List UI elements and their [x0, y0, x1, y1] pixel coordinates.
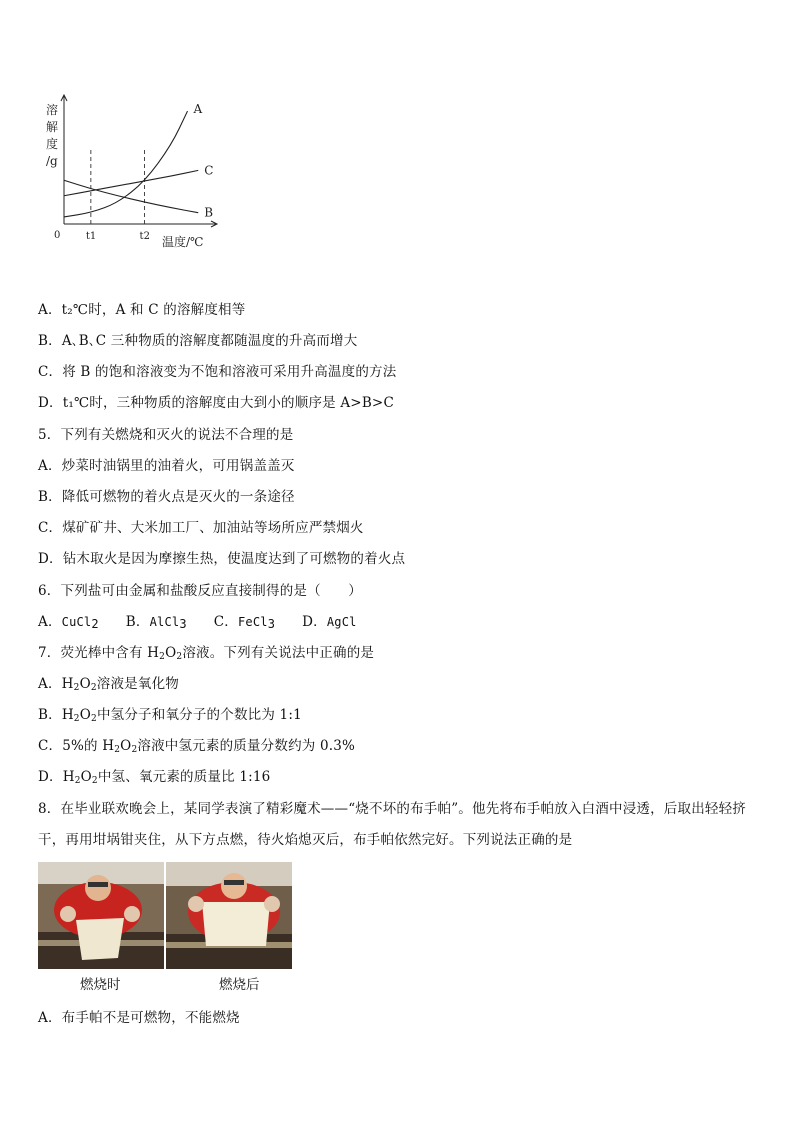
q6-option-b: AlCl [149, 615, 180, 629]
q7-c-pre: C．5%的 H [38, 738, 115, 754]
origin-label: 0 [54, 230, 61, 241]
q7-d-pre: D．H [38, 769, 75, 785]
q7-a-sub2: 2 [90, 683, 97, 693]
series-label-B: B [204, 205, 214, 220]
q7-stem-sub2: 2 [176, 652, 183, 662]
q6-option-c-label: C． [213, 614, 238, 630]
q5-option-c: C．煤矿矿井、大米加工厂、加油站等场所应严禁烟火 [38, 520, 364, 536]
q7-stem-mid: O [165, 645, 177, 661]
q7-a-post: 溶液是氧化物 [96, 676, 179, 692]
curve-A [64, 111, 188, 217]
q6-option-c-sub: 3 [267, 617, 276, 631]
q6-option-d: AgCl [326, 615, 357, 629]
q7-a-sub1: 2 [73, 683, 80, 693]
q7-d-o: O [80, 769, 92, 785]
tick-label-t2: t2 [139, 231, 150, 242]
photo-burning-image [38, 862, 164, 969]
q7-c-sub1: 2 [114, 745, 121, 755]
q7-option-b [38, 705, 302, 725]
q5-option-d: D．钻木取火是因为摩擦生热，使温度达到了可燃物的着火点 [38, 551, 406, 567]
q4-option-c: C．将 B 的饱和溶液变为不饱和溶液可采用升高温度的方法 [38, 364, 397, 380]
q7-d-sub1: 2 [74, 776, 81, 786]
y-label-char-1: 溶 [46, 103, 59, 117]
q5-stem: 5．下列有关燃烧和灭火的说法不合理的是 [38, 427, 294, 443]
q6-option-d-label: D． [302, 614, 327, 630]
q6-option-b-sub: 3 [179, 617, 187, 631]
tick-label-t1: t1 [85, 231, 97, 242]
chart-curves [64, 111, 198, 217]
series-label-A: A [193, 102, 203, 117]
caption-burning: 燃烧时 [80, 977, 121, 993]
chart-labels [46, 102, 213, 249]
q7-c-sub2: 2 [131, 745, 138, 755]
series-label-C: C [204, 163, 214, 178]
magic-trick-photos [38, 862, 302, 970]
y-label-char-4: /g [46, 154, 58, 168]
q8-stem-line2: 干，再用坩埚钳夹住，从下方点燃，待火焰熄灭后，布手帕依然完好。下列说法正确的是 [38, 832, 573, 848]
q7-a-o: O [79, 676, 91, 692]
q8-option-a: A．布手帕不是可燃物，不能燃烧 [38, 1010, 240, 1026]
q7-d-post: 中氢、氧元素的质量比 1:16 [97, 769, 271, 785]
q4-option-b: B．A､B､C 三种物质的溶解度都随温度的升高而增大 [38, 333, 358, 349]
x-axis-label: 温度/℃ [162, 235, 204, 249]
q7-c-post: 溶液中氢元素的质量分数约为 0.3% [137, 738, 356, 754]
q7-a-pre: A．H [38, 676, 74, 692]
y-label-char-3: 度 [46, 137, 59, 151]
q8-stem-line1: 8．在毕业联欢晚会上，某同学表演了精彩魔术——“烧不坏的布手帕”。他先将布手帕放入白酒中浸透，后取出轻轻挤 [38, 801, 746, 817]
photo-after-image [166, 862, 292, 969]
q7-d-sub2: 2 [91, 776, 98, 786]
q7-b-sub1: 2 [73, 714, 80, 724]
q7-c-o: O [120, 738, 132, 754]
q7-b-sub2: 2 [91, 714, 97, 724]
curve-B [64, 180, 198, 212]
q7-b-post: 中氢分子和氧分子的个数比为 1:1 [96, 707, 302, 723]
q5-option-b: B．降低可燃物的着火点是灭火的一条途径 [38, 489, 295, 505]
q7-stem-post: 溶液。下列有关说法中正确的是 [182, 645, 375, 661]
q7-b-o: O [79, 707, 92, 723]
q7-option-c [38, 736, 355, 756]
q4-option-d: D．t₁℃时，三种物质的溶解度由大到小的顺序是 A>B>C [38, 395, 394, 411]
q7-stem [38, 643, 374, 663]
q6-stem: 6．下列盐可由金属和盐酸反应直接制得的是（ ） [38, 583, 362, 599]
q6-options [38, 612, 357, 632]
caption-after: 燃烧后 [219, 977, 260, 993]
q5-option-a: A．炒菜时油锅里的油着火，可用锅盖盖灭 [38, 458, 295, 474]
solubility-chart [36, 92, 226, 257]
q6-option-c: FeCl [238, 615, 268, 629]
q4-option-a: A．t₂℃时，A 和 C 的溶解度相等 [38, 302, 246, 318]
q7-stem-pre: 7．荧光棒中含有 H [38, 645, 160, 661]
q6-option-a-label: A． [38, 614, 62, 630]
q6-option-a: CuCl [61, 615, 92, 629]
q7-b-pre: B．H [38, 707, 74, 723]
q6-option-a-sub: 2 [91, 617, 99, 631]
photo-burning [38, 862, 164, 969]
q7-option-d [38, 767, 270, 787]
q7-option-a [38, 674, 179, 694]
y-label-char-2: 解 [46, 120, 59, 134]
q6-option-b-label: B． [125, 614, 150, 630]
q7-stem-sub1: 2 [159, 652, 166, 662]
photo-after [166, 862, 292, 969]
